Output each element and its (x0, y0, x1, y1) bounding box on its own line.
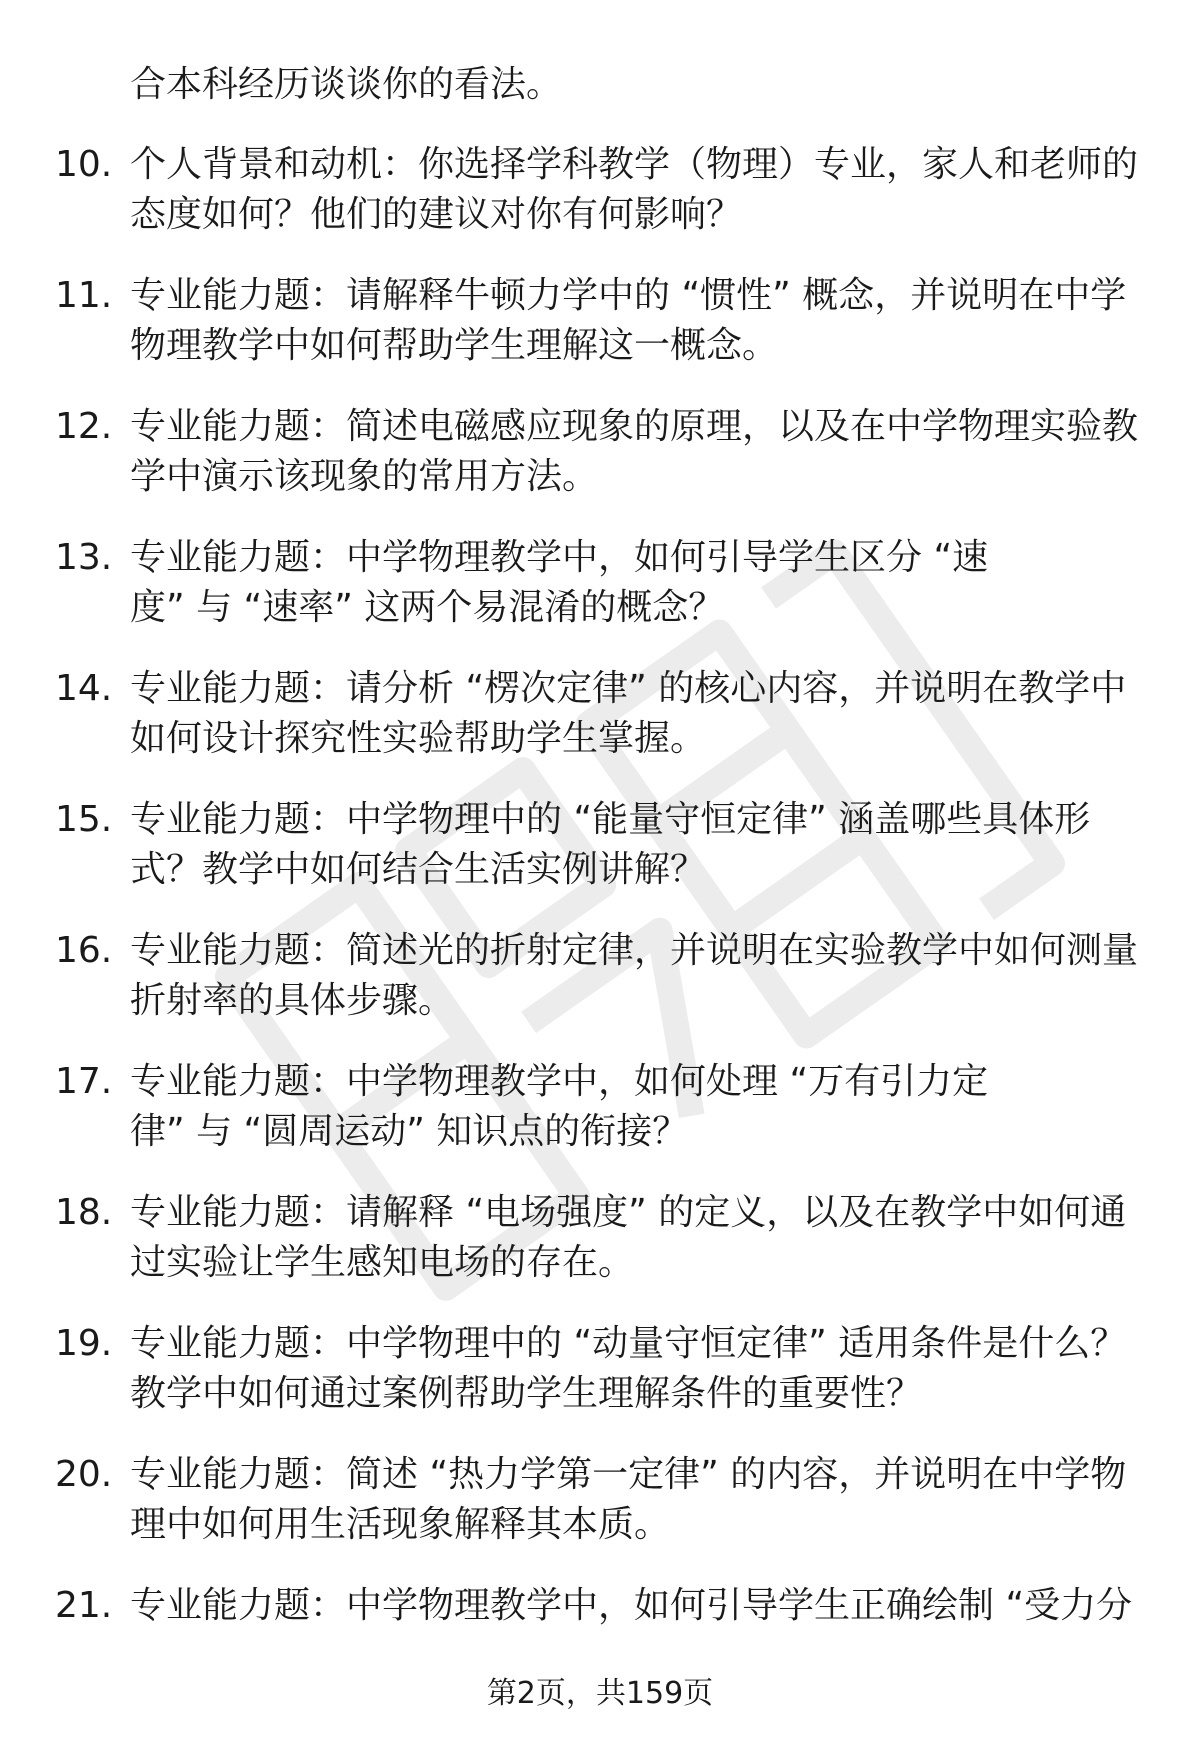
question-text (130, 1450, 1150, 1550)
question-item (0, 1057, 1200, 1188)
continuation-line: 合本科经历谈谈你的看法。 (130, 64, 563, 105)
question-item (0, 1450, 1200, 1581)
question-line: 理中如何用生活现象解释其本质。 (130, 1504, 671, 1545)
question-line: 度” 与 “速率” 这两个易混淆的概念？ (130, 587, 725, 628)
question-item (0, 926, 1200, 1057)
question-number: 11. (55, 275, 113, 316)
question-number: 20. (55, 1454, 113, 1495)
question-number: 19. (55, 1323, 113, 1364)
question-line: 教学中如何通过案例帮助学生理解条件的重要性？ (130, 1373, 923, 1414)
question-number: 17. (55, 1061, 113, 1102)
question-line: 个人背景和动机：你选择学科教学（物理）专业，家人和老师的 (130, 144, 1139, 185)
question-number: 14. (55, 668, 113, 709)
question-number: 13. (55, 537, 113, 578)
question-item (0, 140, 1200, 271)
question-number: 10. (55, 144, 113, 185)
question-item (0, 795, 1200, 926)
question-line: 折射率的具体步骤。 (130, 980, 455, 1021)
question-line: 专业能力题：请解释 “电场强度” 的定义，以及在教学中如何通 (130, 1192, 1127, 1233)
question-text (130, 1188, 1150, 1288)
question-text (130, 402, 1150, 502)
question-item (0, 402, 1200, 533)
question-line: 式？教学中如何结合生活实例讲解？ (130, 849, 707, 890)
question-text (130, 1319, 1150, 1419)
question-list (0, 140, 1200, 1712)
question-item (0, 664, 1200, 795)
question-number: 16. (55, 930, 113, 971)
question-item (0, 533, 1200, 664)
page-footer: 第2页，共159页 (486, 1676, 714, 1711)
question-text (130, 795, 1150, 895)
question-line: 物理教学中如何帮助学生理解这一概念。 (130, 325, 779, 366)
question-number: 15. (55, 799, 113, 840)
question-line: 如何设计探究性实验帮助学生掌握。 (130, 718, 707, 759)
question-text (130, 271, 1150, 371)
question-text (130, 664, 1150, 764)
question-text (130, 1057, 1150, 1157)
question-number: 12. (55, 406, 113, 447)
question-number: 21. (55, 1585, 113, 1626)
question-item (0, 271, 1200, 402)
question-text (130, 140, 1150, 240)
question-line: 律” 与 “圆周运动” 知识点的衔接？ (130, 1111, 689, 1152)
question-line: 专业能力题：简述电磁感应现象的原理，以及在中学物理实验教 (130, 406, 1139, 447)
question-text (130, 533, 1150, 633)
question-line: 过实验让学生感知电场的存在。 (130, 1242, 635, 1283)
question-line: 专业能力题：简述 “热力学第一定律” 的内容，并说明在中学物 (130, 1454, 1127, 1495)
question-line: 专业能力题：请分析 “楞次定律” 的核心内容，并说明在教学中 (130, 668, 1127, 709)
question-line: 专业能力题：中学物理教学中，如何引导学生区分 “速 (130, 537, 989, 578)
question-text (130, 1581, 1150, 1631)
question-line: 专业能力题：中学物理中的 “动量守恒定律” 适用条件是什么？ (130, 1323, 1127, 1364)
question-line: 学中演示该现象的常用方法。 (130, 456, 599, 497)
question-line: 专业能力题：中学物理中的 “能量守恒定律” 涵盖哪些具体形 (130, 799, 1091, 840)
question-item (0, 1319, 1200, 1450)
question-line: 专业能力题：中学物理教学中，如何引导学生正确绘制 “受力分 (130, 1585, 1133, 1626)
question-line: 专业能力题：简述光的折射定律，并说明在实验教学中如何测量 (130, 930, 1139, 971)
question-line: 专业能力题：中学物理教学中，如何处理 “万有引力定 (130, 1061, 989, 1102)
question-line: 专业能力题：请解释牛顿力学中的 “惯性” 概念，并说明在中学 (130, 275, 1127, 316)
question-line: 态度如何？他们的建议对你有何影响？ (130, 194, 743, 235)
question-number: 18. (55, 1192, 113, 1233)
question-item (0, 1188, 1200, 1319)
question-text (130, 926, 1150, 1026)
